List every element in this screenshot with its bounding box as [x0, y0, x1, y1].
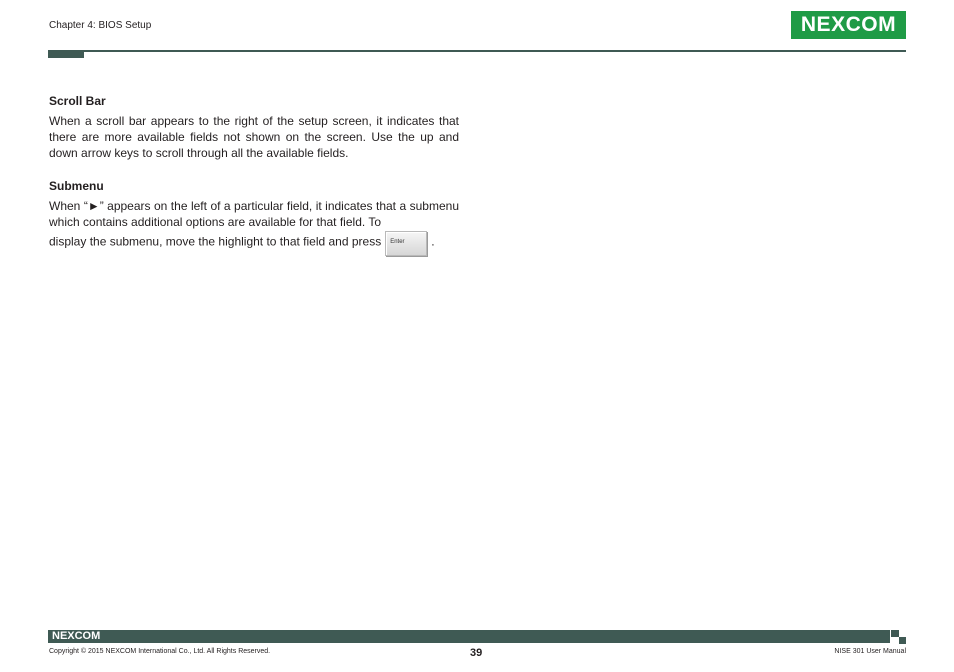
submenu-text-part1: When “►” appears on the left of a particular field, it indicates that a submenu which contains additional options are available for that field. To	[49, 199, 459, 229]
enter-key-icon	[385, 231, 427, 256]
submenu-paragraph	[49, 198, 459, 255]
page-number: 39	[470, 647, 483, 659]
footer-corner-square	[891, 630, 899, 637]
copyright-text: Copyright © 2015 NEXCOM International Co., Ltd. All Rights Reserved.	[49, 648, 271, 655]
footer-corner-square	[899, 637, 906, 644]
footer-nexcom-logo: NEXCOM	[52, 630, 101, 642]
header-rule-accent	[48, 50, 84, 58]
manual-name: NISE 301 User Manual	[834, 648, 906, 655]
logo-part-x: X	[831, 13, 846, 36]
nexcom-logo	[791, 11, 906, 39]
footer-bar	[48, 630, 890, 643]
nexcom-logo-text	[791, 11, 906, 39]
logo-part-ne: NE	[800, 13, 832, 36]
submenu-text-part2: display the submenu, move the highlight to that field and press	[49, 234, 382, 249]
footer-corner-gap	[891, 637, 899, 644]
submenu-text-end: .	[431, 234, 435, 249]
header-rule	[84, 50, 906, 52]
scroll-bar-heading: Scroll Bar	[49, 94, 106, 108]
submenu-text-line-last	[49, 230, 459, 255]
scroll-bar-paragraph: When a scroll bar appears to the right of the setup screen, it indicates that there are more available fields not shown on the screen. Use the up and down arrow keys to scroll through all the available fields.	[49, 114, 459, 160]
chapter-title: Chapter 4: BIOS Setup	[49, 20, 152, 31]
logo-part-com: COM	[845, 13, 897, 36]
submenu-heading: Submenu	[49, 179, 104, 193]
enter-key-label: Enter	[390, 239, 405, 245]
